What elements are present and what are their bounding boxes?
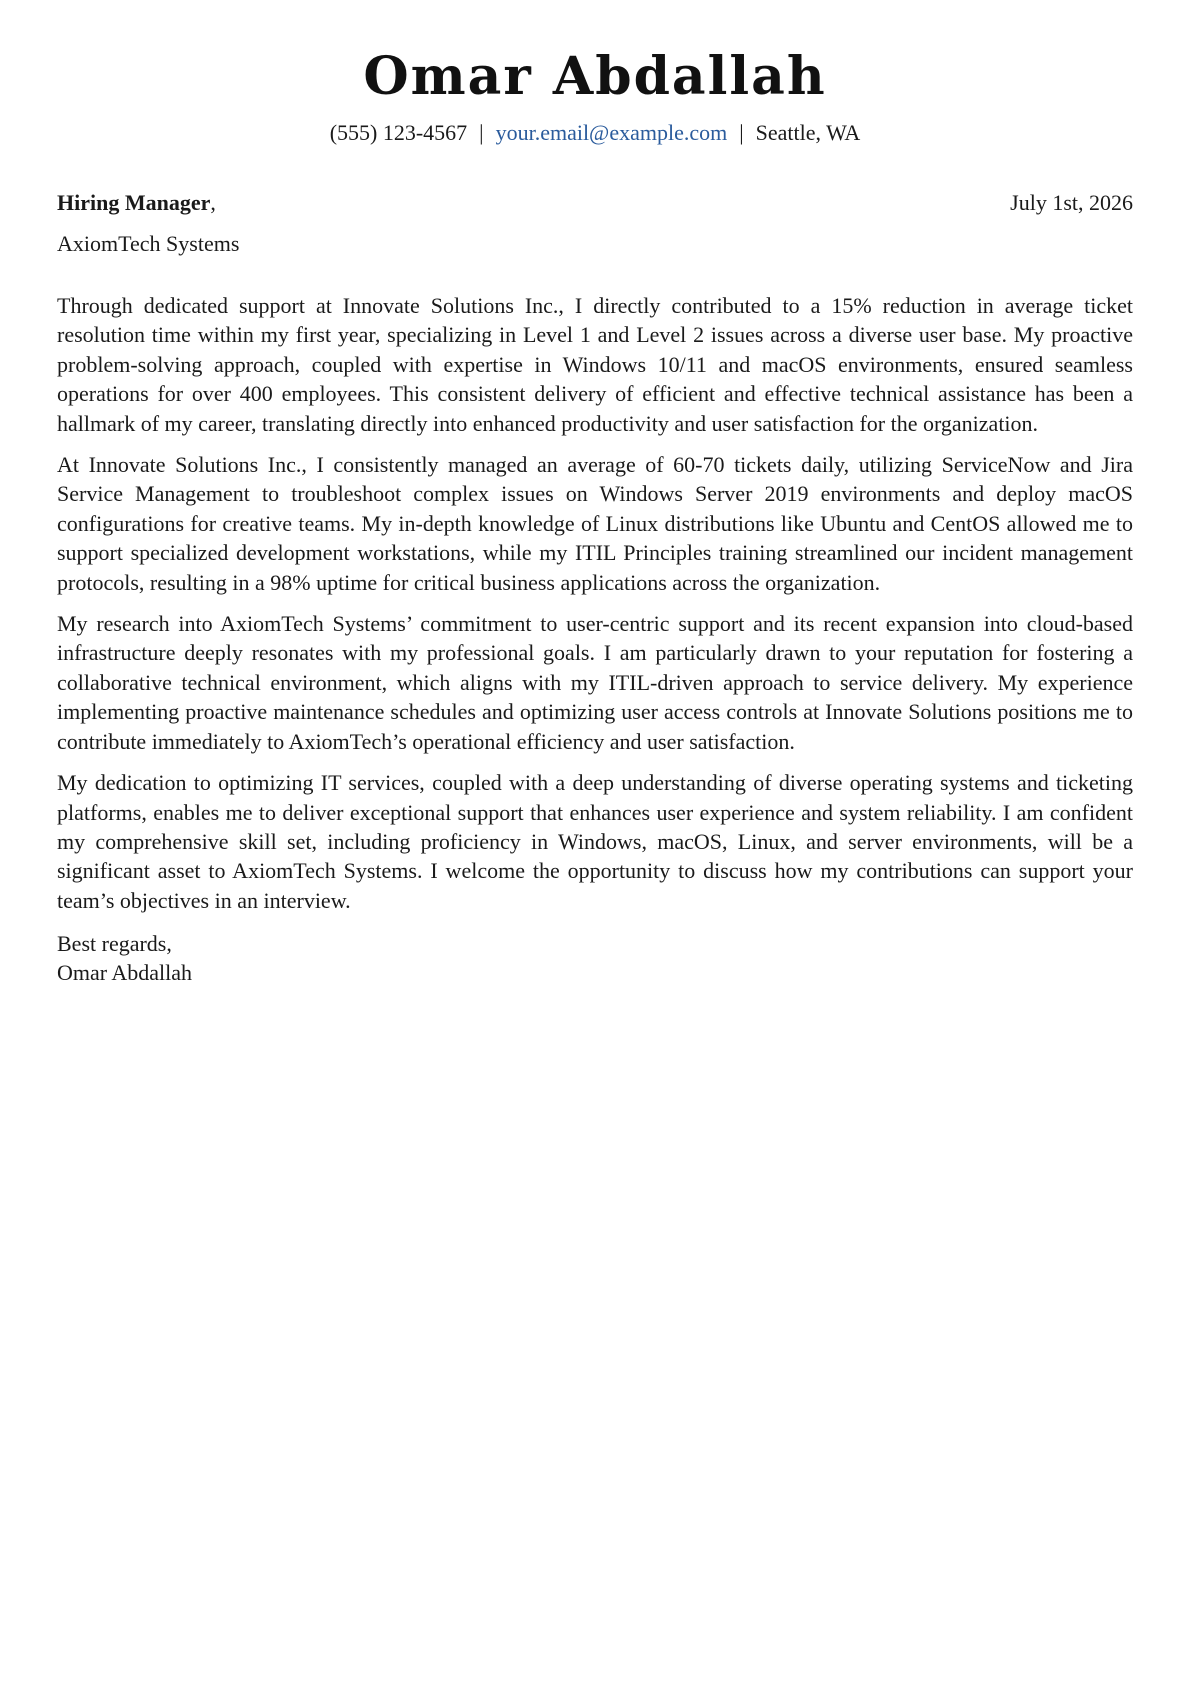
letter-closing — [57, 929, 1133, 987]
letter-date: July 1st, 2026 — [1010, 190, 1133, 215]
body-paragraph: At Innovate Solutions Inc., I consistently managed an average of 60-70 tickets daily, utilizing ServiceNow and Jira Service Management to troubleshoot complex issues on Windows Server 2019 environments and deploy macOS configurations for creative teams. My in-depth knowledge of Linux distributions like Ubuntu and CentOS allowed me to support specialized development workstations, while my ITIL Principles training streamlined our incident management protocols, resulting in a 98% uptime for critical business applications across the organization. — [57, 452, 1133, 595]
contact-separator: | — [739, 120, 744, 145]
body-paragraph: My research into AxiomTech Systems’ commitment to user-centric support and its recent expansion into cloud-based infrastructure deeply resonates with my professional goals. I am particularly drawn to your reputation for fostering a collaborative technical environment, which aligns with my ITIL-driven approach to service delivery. My experience implementing proactive maintenance schedules and optimizing user access controls at Innovate Solutions positions me to contribute immediately to AxiomTech’s operational efficiency and user satisfaction. — [57, 611, 1133, 754]
recipient-name: Hiring Manager — [57, 190, 211, 215]
contact-line — [57, 118, 1133, 148]
closing-salutation: Best regards, — [57, 931, 172, 957]
letter-header — [57, 0, 1133, 148]
letter-body — [57, 291, 1133, 915]
contact-separator: | — [479, 120, 484, 145]
location: Seattle, WA — [755, 120, 861, 145]
recipient-block — [57, 188, 216, 218]
email-link[interactable]: your.email@example.com — [495, 120, 728, 145]
closing-signature: Omar Abdallah — [57, 960, 193, 986]
cover-letter-page — [57, 0, 1133, 987]
recipient-row — [57, 188, 1133, 218]
body-paragraph: My dedication to optimizing IT services, coupled with a deep understanding of diverse operating systems and ticketing platforms, enables me to deliver exceptional support that enhances user experience and system reliability. I am confident my comprehensive skill set, including proficiency in Windows, macOS, Linux, and server environments, will be a significant asset to AxiomTech Systems. I welcome the opportunity to discuss how my contributions can support your team’s objectives in an interview. — [57, 770, 1133, 913]
phone-number: (555) 123-4567 — [329, 120, 468, 145]
body-paragraph: Through dedicated support at Innovate Solutions Inc., I directly contributed to a 15% reduction in average ticket resolution time within my first year, specializing in Level 1 and Level 2 issues across a diverse user base. My proactive problem-solving approach, coupled with expertise in Windows 10/11 and macOS environments, ensured seamless operations for over 400 employees. This consistent delivery of efficient and effective technical assistance has been a hallmark of my career, translating directly into enhanced productivity and user satisfaction for the organization. — [57, 293, 1133, 436]
recipient-company: AxiomTech Systems — [57, 231, 240, 256]
applicant-name: Omar Abdallah — [363, 46, 827, 107]
recipient-name-suffix: , — [210, 190, 216, 215]
